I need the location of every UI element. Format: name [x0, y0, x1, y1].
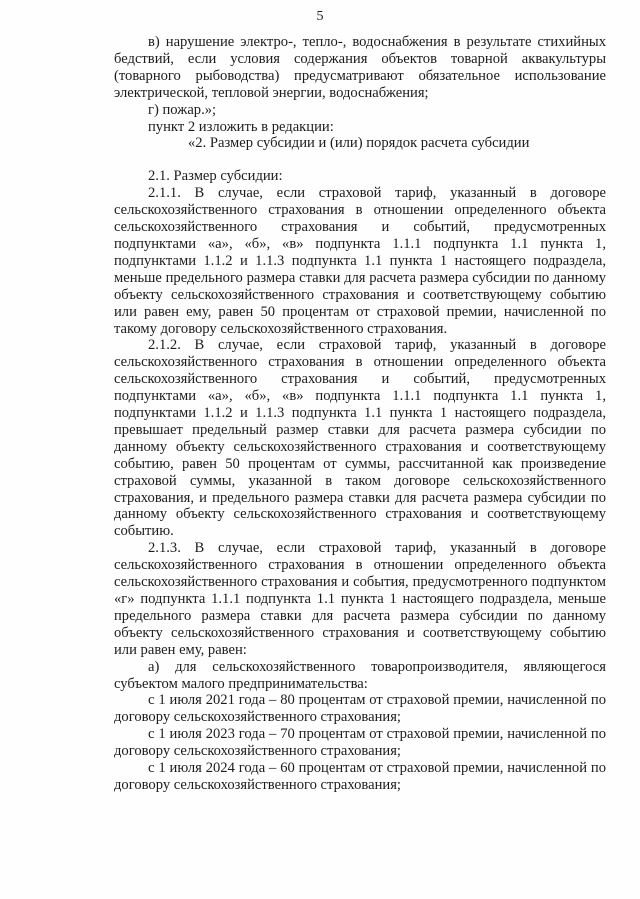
paragraph-g-fire: г) пожар.»;: [148, 101, 217, 118]
paragraph-2-1-2: 2.1.2. В случае, если страховой тариф, указанный в договоре сельскохозяйственного страхования в отношении определенного объекта сельскохозяйственного страхования и событий, предусмотренных подпунктами «а», «б», «в» подпункта 1.1.1 подпункта 1.1 пункта 1, подпунктами 1.1.2 и 1.1.3 подпункта 1.1 пункта 1 настоящего подраздела, превышает предельный размер ставки для расчета размера субсидии по данному объекту сельскохозяйственного страхования и соответствующему событию, равен 50 процентам от суммы, рассчитанной как произведение страховой суммы, указанной в таком договоре сельскохозяйственного страхования, и предельного размера ставки для расчета размера субсидии по данному объекту сельскохозяйственного страхования и соответствующему событию.: [114, 337, 606, 540]
paragraph-amend-point-2: пункт 2 изложить в редакции:: [148, 118, 334, 135]
paragraph-2-1: 2.1. Размер субсидии:: [148, 168, 283, 185]
section-heading-subsidy: «2. Размер субсидии и (или) порядок расчета субсидии: [188, 135, 530, 152]
paragraph-a-small-business: а) для сельскохозяйственного товаропроизводителя, являющегося субъектом малого предпринимательства:: [114, 658, 606, 692]
document-body: [114, 34, 606, 794]
paragraph-from-2023: с 1 июля 2023 года – 70 процентам от страховой премии, начисленной по договору сельскохозяйственного страхования;: [114, 726, 606, 760]
paragraph-2-1-1: 2.1.1. В случае, если страховой тариф, указанный в договоре сельскохозяйственного страхования в отношении определенного объекта сельскохозяйственного страхования и событий, предусмотренных подпунктами «а», «б», «в» подпункта 1.1.1 подпункта 1.1 пункта 1, подпунктами 1.1.2 и 1.1.3 подпункта 1.1 пункта 1 настоящего подраздела, меньше предельного размера ставки для расчета размера субсидии по данному объекту сельскохозяйственного страхования и соответствующему событию или равен ему, равен 50 процентам от страховой премии, начисленной по такому договору сельскохозяйственного страхования.: [114, 185, 606, 337]
paragraph-v-electricity: в) нарушение электро-, тепло-, водоснабжения в результате стихийных бедствий, если условия содержания объектов товарной аквакультуры (товарного рыбоводства) предусматривают обязательное использование электрической, тепловой энергии, водоснабжения;: [114, 34, 606, 101]
paragraph-2-1-3: 2.1.3. В случае, если страховой тариф, указанный в договоре сельскохозяйственного страхования в отношении определенного объекта сельскохозяйственного страхования и события, предусмотренного подпунктом «г» подпункта 1.1.1 подпункта 1.1 пункта 1 настоящего подраздела, меньше предельного размера ставки для расчета размера субсидии по данному объекту сельскохозяйственного страхования и соответствующему событию или равен ему, равен:: [114, 540, 606, 658]
paragraph-from-2024: с 1 июля 2024 года – 60 процентам от страховой премии, начисленной по договору сельскохозяйственного страхования;: [114, 760, 606, 793]
blank-line: [114, 152, 606, 168]
page-number: 5: [316, 9, 324, 24]
paragraph-from-2021: с 1 июля 2021 года – 80 процентам от страховой премии, начисленной по договору сельскохозяйственного страхования;: [114, 692, 606, 726]
